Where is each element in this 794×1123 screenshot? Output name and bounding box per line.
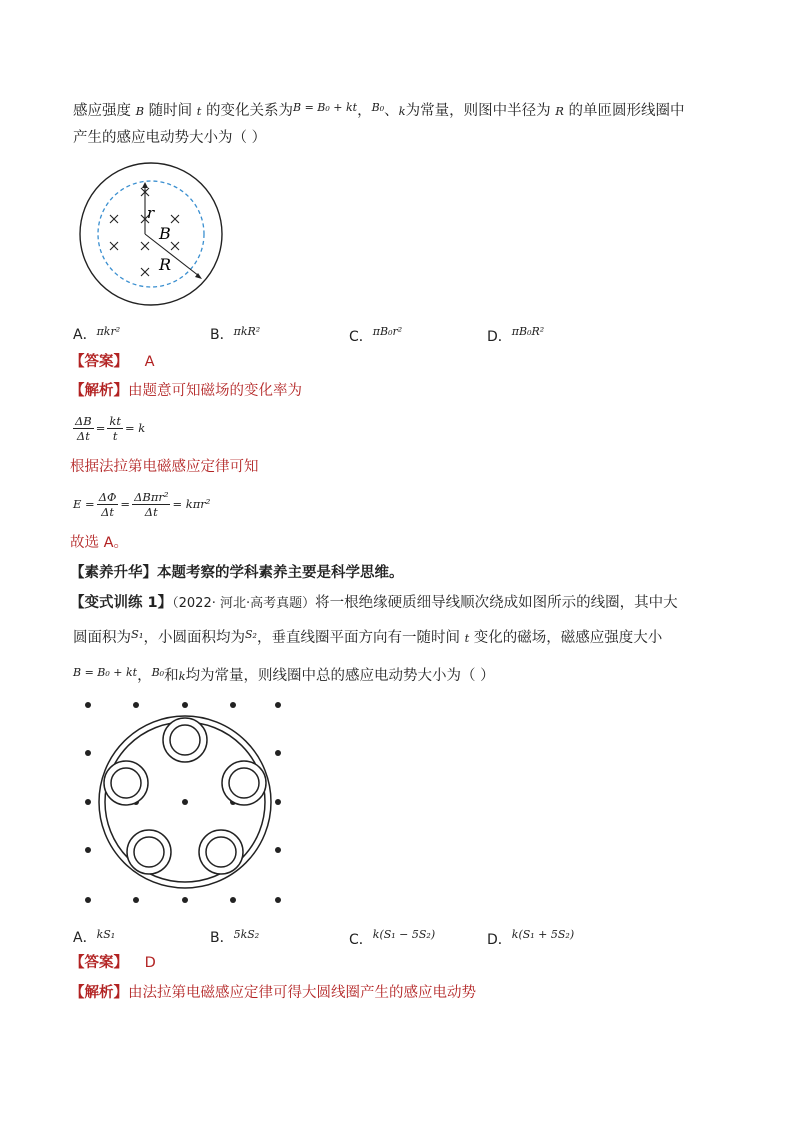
- q2-answer: 【答案】 D: [70, 955, 156, 971]
- q1-equation-1: $\frac{\Delta B}{\Delta t}$ = $\frac{kt}{t}$ = k: [75, 413, 146, 443]
- q1-equation-2: E = $\frac{\Delta\Phi}{\Delta t}$ = $\frac{\text{ΔBπr²}}{\Delta t}$ = kπr²: [73, 489, 211, 519]
- q1-stem-line1: 感应强度 B 随时间 t 的变化关系为$^{B = B_0 + kt}$，$^{B_0}$、k为常量，则图中半径为 R 的单匝圆形线圈中: [73, 101, 685, 119]
- q1-option-a[interactable]: A．$^{\pi kr^2}$: [73, 325, 121, 343]
- q2-option-c[interactable]: C．$^{k(S_1 - 5S_2)}$: [349, 928, 436, 948]
- q2-option-d[interactable]: D．$^{k(S_1 + 5S_2)}$: [487, 928, 575, 948]
- q1-b-formula: B = B₀ + kt: [293, 101, 358, 114]
- q1-analysis: 【解析】由题意可知磁场的变化率为: [70, 383, 302, 399]
- q2-analysis: 【解析】由法拉第电磁感应定律可得大圆线圈产生的感应电动势: [70, 985, 476, 1001]
- label-R: R: [159, 255, 172, 274]
- q1-conclusion: 故选 A。: [70, 535, 129, 551]
- outer-coil-circle: [80, 163, 222, 305]
- label-B: B: [159, 224, 171, 243]
- label-r: r: [147, 204, 155, 222]
- q1-figure: [70, 160, 240, 310]
- q2-option-a[interactable]: A．$^{kS_1}$: [73, 928, 116, 946]
- q1-law-text: 根据法拉第电磁感应定律可知: [70, 459, 259, 475]
- q1-stem-line2: 产生的感应电动势大小为（ ）: [73, 130, 267, 146]
- q2-stem-line3: $^{B = B_0 + kt}$，$^{B_0}$和k均为常量，则线圈中总的感应电动势大小为（ ）: [73, 666, 495, 684]
- q1-option-b[interactable]: B．$^{\pi kR^2}$: [210, 325, 261, 343]
- q2-stem-line1: 【变式训练 1】（2022· 河北·高考真题）将一根绝缘硬质细导线顺次绕成如图所示的线圈，其中大: [70, 595, 678, 611]
- small-coils: [104, 718, 266, 874]
- q1-option-c[interactable]: C．$^{\pi B_0r^2}$: [349, 325, 403, 345]
- radius-r-arrowhead: [142, 182, 148, 188]
- q1-answer: 【答案】 A: [70, 354, 155, 370]
- q2-stem-line2: 圆面积为$^{S_1}$，小圆面积均为$^{S_2}$，垂直线圈平面方向有一随时间 t 变化的磁场，磁感应强度大小: [73, 627, 663, 646]
- q2-figure: [78, 695, 288, 907]
- q2-option-b[interactable]: B．$^{5kS_2}$: [210, 928, 260, 946]
- radius-R-arrow: [145, 234, 199, 276]
- field-boundary-dashed-circle: [98, 181, 204, 287]
- q1-literacy: 【素养升华】本题考察的学科素养主要是科学思维。: [70, 565, 404, 581]
- q1-option-d[interactable]: D．$^{\pi B_0R^2}$: [487, 325, 545, 345]
